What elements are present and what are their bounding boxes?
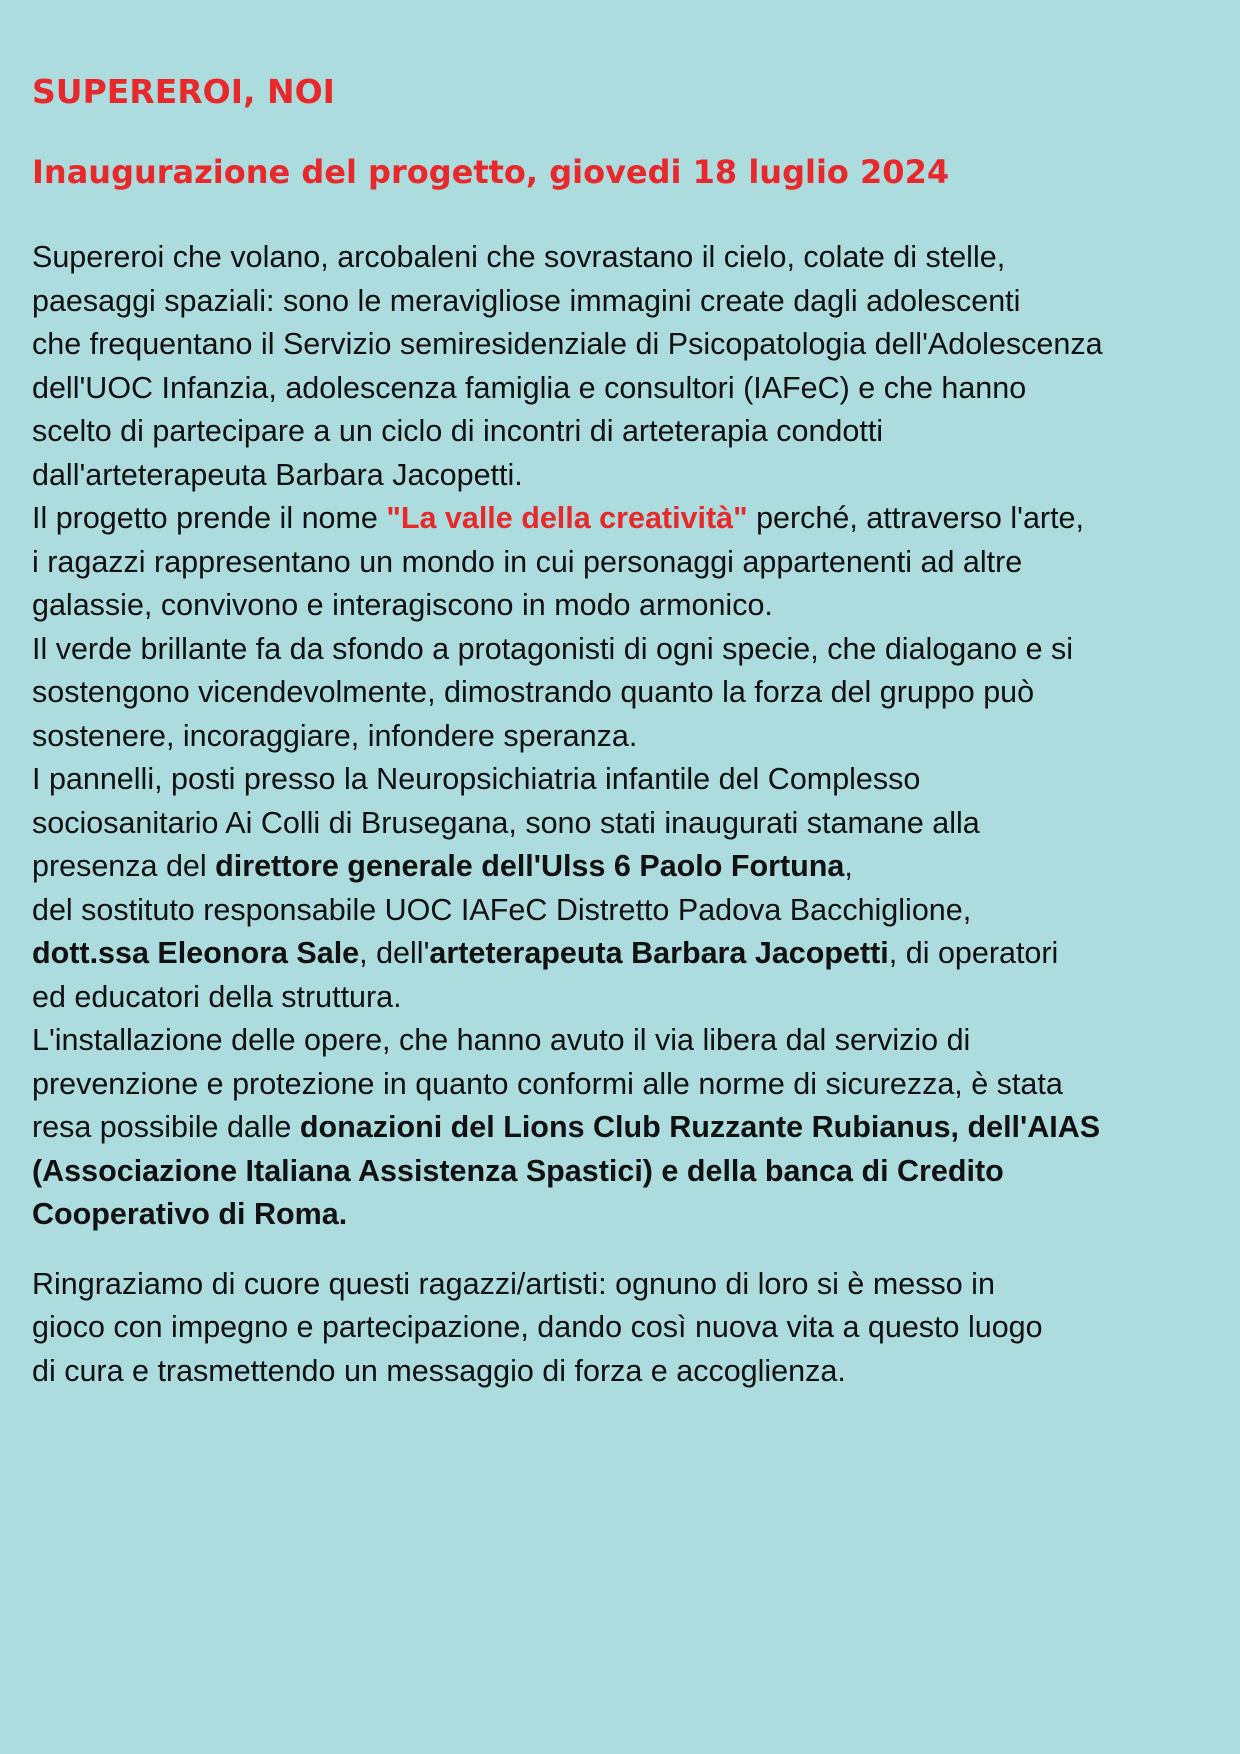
- art-therapist-name: arteterapeuta Barbara Jacopetti: [429, 936, 889, 970]
- paragraph-project: [32, 497, 1222, 628]
- paragraph-panels: [32, 758, 1222, 1019]
- project-name-highlight: "La valle della creatività": [386, 501, 748, 535]
- paragraph-installation-text-a: L'installazione delle opere, che hanno avuto il via libera dal servizio di prevenzione e protezione in quanto conformi alle norme di sicurezza, è stata resa possibile dalle: [32, 1023, 1063, 1144]
- page-title: SUPEREROI, NOI: [32, 72, 335, 111]
- paragraph-spacer: [32, 1237, 1222, 1263]
- paragraph-panels-text-a: I pannelli, posti presso la Neuropsichiatria infantile del Complesso sociosanitario Ai Colli di Brusegana, sono stati inaugurati stamane alla presenza del: [32, 762, 980, 883]
- paragraph-thanks: Ringraziamo di cuore questi ragazzi/artisti: ognuno di loro si è messo in gioco con impegno e partecipazione, dando così nuova vita a questo luogo di cura e trasmettendo un messaggio di forza e accoglienza.: [32, 1266, 1043, 1388]
- director-name: direttore generale dell'Ulss 6 Paolo Fortuna: [215, 849, 845, 883]
- paragraph-panels-text-e: , dell': [359, 936, 430, 970]
- paragraph-project-text-b: perché, attraverso l'arte, i ragazzi rappresentano un mondo in cui personaggi appartenenti ad altre galassie, convivono e interagiscono in modo armonico.: [32, 501, 1084, 622]
- doctor-name: dott.ssa Eleonora Sale: [32, 936, 360, 970]
- paragraph-installation: [32, 1019, 1222, 1237]
- paragraph-green-background: Il verde brillante fa da sfondo a protagonisti di ogni specie, che dialogano e si sostengono vicendevolmente, dimostrando quanto la forza del gruppo può sostenere, incoraggiare, infondere speranza.: [32, 631, 1074, 753]
- page-subtitle: Inaugurazione del progetto, giovedi 18 luglio 2024: [32, 153, 950, 191]
- paragraph-panels-text-g: , di operatori ed educatori della struttura.: [32, 936, 1059, 1014]
- paragraph-intro: Supereroi che volano, arcobaleni che sovrastano il cielo, colate di stelle, paesaggi spaziali: sono le meravigliose immagini create dagli adolescenti che frequentano il Servizio semiresidenziale di Psicopatologia dell'Adolescenza dell'UOC Infanzia, adolescenza famiglia e consultori (IAFeC) e che hanno scelto di partecipare a un ciclo di incontri di arteterapia condotti dall'arteterapeuta Barbara Jacopetti.: [32, 240, 1103, 492]
- document: [32, 70, 1222, 1393]
- paragraph-project-text-a: Il progetto prende il nome: [32, 501, 387, 535]
- paragraph-panels-text-c: , del sostituto responsabile UOC IAFeC Distretto Padova Bacchiglione,: [32, 849, 972, 927]
- donors: donazioni del Lions Club Ruzzante Rubianus, dell'AIAS (Associazione Italiana Assistenza Spastici) e della banca di Credito Cooperativo di Roma.: [32, 1110, 1101, 1231]
